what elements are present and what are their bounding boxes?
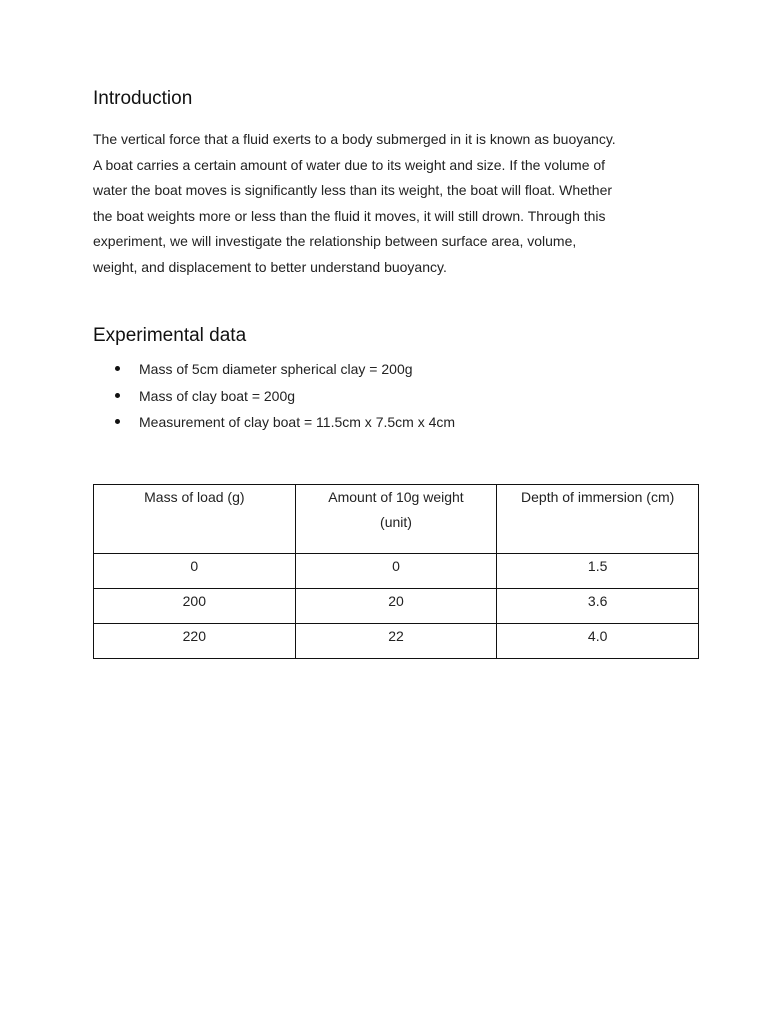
list-item	[93, 411, 455, 438]
table-cell: 0	[295, 554, 497, 589]
intro-line: The vertical force that a fluid exerts to a body submerged in it is known as buoyancy.	[93, 131, 616, 147]
table-header-cell	[94, 485, 296, 554]
table-cell: 200	[94, 589, 296, 624]
list-item-text: Measurement of clay boat = 11.5cm x 7.5cm x 4cm	[139, 414, 456, 430]
intro-line: the boat weights more or less than the fluid it moves, it will still drown. Through this	[93, 207, 606, 224]
table-header-cell	[295, 485, 497, 554]
intro-line: A boat carries a certain amount of water due to its weight and size. If the volume of	[93, 156, 606, 173]
header-text: Depth of immersion (cm)	[521, 489, 675, 505]
table-cell: 4.0	[497, 624, 699, 659]
table-row	[94, 554, 699, 589]
header-text: Mass of load (g)	[144, 489, 245, 505]
list-item	[93, 358, 455, 385]
list-item-text: Mass of clay boat = 200g	[139, 387, 296, 404]
intro-line: weight, and displacement to better understand buoyancy.	[93, 258, 447, 275]
table-cell: 3.6	[497, 589, 699, 624]
table-cell: 1.5	[497, 554, 699, 589]
list-item	[93, 385, 455, 412]
table-row	[94, 624, 699, 659]
experimental-data-heading: Experimental data	[93, 325, 247, 346]
table-cell: 20	[295, 589, 497, 624]
bullet-icon	[115, 419, 120, 424]
list-item-text: Mass of 5cm diameter spherical clay = 200g	[139, 361, 413, 377]
table-row	[94, 589, 699, 624]
experimental-data-list	[93, 358, 455, 438]
table-header-cell	[497, 485, 699, 554]
introduction-heading: Introduction	[93, 88, 193, 109]
table-cell: 220	[94, 624, 296, 659]
table-cell: 0	[94, 554, 296, 589]
experimental-data-table	[93, 484, 699, 659]
table-header-row	[94, 485, 699, 554]
bullet-icon	[115, 393, 120, 398]
intro-line: experiment, we will investigate the relationship between surface area, volume,	[93, 233, 577, 249]
intro-line: water the boat moves is significantly less than its weight, the boat will float. Whether	[93, 182, 613, 198]
header-text: Amount of 10g weight	[328, 489, 464, 505]
introduction-paragraph	[93, 127, 683, 280]
table-cell: 22	[295, 624, 497, 659]
header-text: (unit)	[380, 514, 412, 530]
bullet-icon	[115, 366, 120, 371]
